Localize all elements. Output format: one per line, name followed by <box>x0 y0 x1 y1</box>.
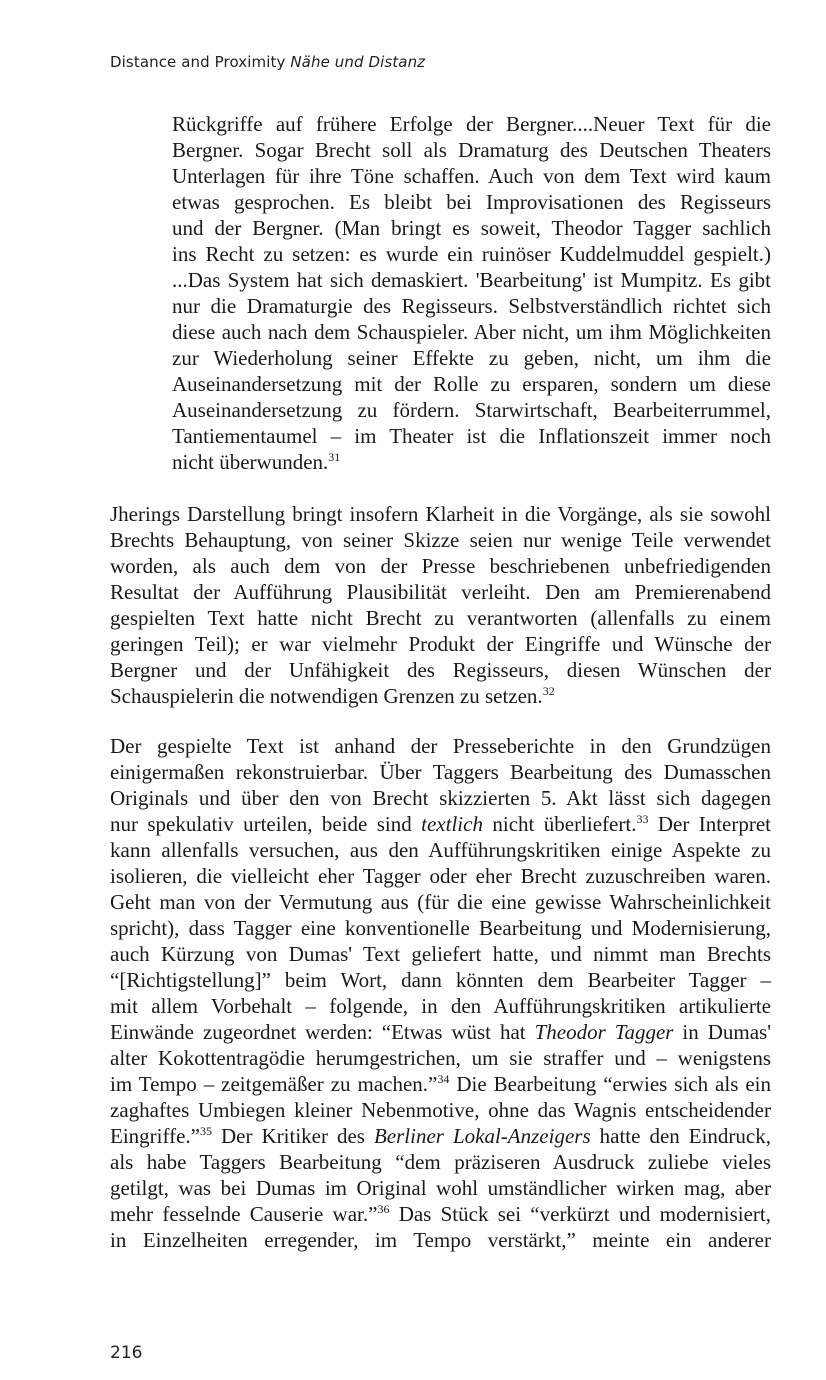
paragraph-line: einigermaßen rekonstruierbar. Über Taggers Bearbeitung des Dumasschen <box>110 760 771 784</box>
quote-line: Bergner. Sogar Brecht soll als Dramaturg des Deutschen Theaters <box>172 138 771 162</box>
paragraph-line: isolieren, die vielleicht eher Tagger oder eher Brecht zuzuschreiben waren. <box>110 864 771 888</box>
quote-line: ...Das System hat sich demaskiert. 'Bearbeitung' ist Mumpitz. Es gibt <box>172 268 771 292</box>
paragraph-line: Jherings Darstellung bringt insofern Klarheit in die Vorgänge, als sie sowohl <box>110 502 771 526</box>
paragraph-line: Geht man von der Vermutung aus (für die eine gewisse Wahrscheinlichkeit <box>110 890 771 914</box>
paragraph-last-line: Schauspielerin die notwendigen Grenzen zu setzen.$^{32}$ <box>110 684 555 708</box>
quote-last-line: nicht überwunden.$^{31}$ <box>172 450 341 474</box>
paragraph-line: im Tempo – zeitgemäßer zu machen.”$^{34}$ Die Bearbeitung “erwies sich als ein <box>110 1072 771 1096</box>
paragraph-line: getilgt, was bei Dumas im Original wohl umständlicher wirken mag, aber <box>110 1176 771 1200</box>
quote-line: Tantiementaumel – im Theater ist die Inflationszeit immer noch <box>172 424 771 448</box>
paragraph-line: in Einzelheiten erregender, im Tempo verstärkt,” meinte ein anderer <box>110 1228 771 1252</box>
paragraph-line: mit allem Vorbehalt – folgende, in den Aufführungskritiken artikulierte <box>110 994 771 1018</box>
paragraph <box>110 733 771 1253</box>
paragraph-line: nur spekulativ urteilen, beide sind textlich nicht überliefert.$^{33}$ Der Interpret <box>110 812 772 836</box>
quote-line: etwas gesprochen. Es bleibt bei Improvisationen des Regisseurs <box>172 190 771 214</box>
quote-line: zur Wiederholung seiner Effekte zu geben, nicht, um ihm die <box>172 346 771 370</box>
quote-line: diese auch nach dem Schauspieler. Aber nicht, um ihm Möglichkeiten <box>172 320 771 344</box>
paragraph-line: “[Richtigstellung]” beim Wort, dann könnten dem Bearbeiter Tagger – <box>110 968 771 992</box>
quote-line: Auseinandersetzung mit der Rolle zu ersparen, sondern um diese <box>172 372 771 396</box>
running-header <box>110 53 425 71</box>
paragraph-line: mehr fesselnde Causerie war.”$^{36}$ Das Stück sei “verkürzt und modernisiert, <box>110 1202 771 1226</box>
paragraph-line: Eingriffe.”$^{35}$ Der Kritiker des Berliner Lokal-Anzeigers hatte den Eindruck, <box>110 1124 771 1148</box>
paragraph-line: spricht), dass Tagger eine konventionelle Bearbeitung und Modernisierung, <box>110 916 771 940</box>
paragraph-line: alter Kokottentragödie herumgestrichen, um sie straffer und – wenigstens <box>110 1046 771 1070</box>
paragraph-line: zaghaftes Umbiegen kleiner Nebenmotive, ohne das Wagnis entscheidender <box>110 1098 771 1122</box>
footnote-marker: 33 <box>636 812 649 826</box>
paragraph-line: Resultat der Aufführung Plausibilität verleiht. Den am Premierenabend <box>110 580 771 604</box>
paragraph-line: kann allenfalls versuchen, aus den Aufführungskritiken einige Aspekte zu <box>110 838 771 862</box>
quote-line: Unterlagen für ihre Töne schaffen. Auch von dem Text wird kaum <box>172 164 771 188</box>
block-quote <box>172 111 771 475</box>
footnote-marker: 35 <box>200 1124 212 1138</box>
quote-line: ins Recht zu setzen: es wurde ein ruinöser Kuddelmuddel gespielt.) <box>172 242 771 266</box>
footnote-marker: 31 <box>328 450 341 464</box>
footnote-marker: 34 <box>437 1072 450 1086</box>
paragraph-line: Der gespielte Text ist anhand der Presseberichte in den Grundzügen <box>110 734 771 758</box>
paragraph-line: Brechts Behauptung, von seiner Skizze seien nur wenige Teile verwendet <box>110 528 771 552</box>
page-number: 216 <box>110 1343 143 1363</box>
paragraph-line: Bergner und der Unfähigkeit des Regisseurs, diesen Wünschen der <box>110 658 771 682</box>
paragraph-line: Einwände zugeordnet werden: “Etwas wüst hat Theodor Tagger in Dumas' <box>110 1020 771 1044</box>
footnote-marker: 32 <box>542 684 555 698</box>
paragraph-line: geringen Teil); er war vielmehr Produkt der Eingriffe und Wünsche der <box>110 632 771 656</box>
quote-line: und der Bergner. (Man bringt es soweit, Theodor Tagger sachlich <box>172 216 771 240</box>
header-title: Distance and Proximity <box>110 53 286 71</box>
quote-line: nur die Dramaturgie des Regisseurs. Selbstverständlich richtet sich <box>172 294 771 318</box>
header-subtitle: Nähe und Distanz <box>290 53 426 71</box>
paragraph-line: gespielten Text hatte nicht Brecht zu verantworten (allenfalls zu einem <box>110 606 771 630</box>
footnote-marker: 36 <box>377 1202 390 1216</box>
quote-line: Rückgriffe auf frühere Erfolge der Bergner....Neuer Text für die <box>172 112 771 136</box>
paragraph <box>110 501 771 709</box>
paragraph-line: worden, als auch dem von der Presse beschriebenen unbefriedigenden <box>110 554 771 578</box>
paragraph-line: als habe Taggers Bearbeitung “dem präziseren Ausdruck zuliebe vieles <box>110 1150 771 1174</box>
paragraph-line: auch Kürzung von Dumas' Text geliefert hatte, und nimmt man Brechts <box>110 942 771 966</box>
quote-line: Auseinandersetzung zu fördern. Starwirtschaft, Bearbeiterrummel, <box>172 398 771 422</box>
paragraph-line: Originals und über den von Brecht skizzierten 5. Akt lässt sich dagegen <box>110 786 771 810</box>
